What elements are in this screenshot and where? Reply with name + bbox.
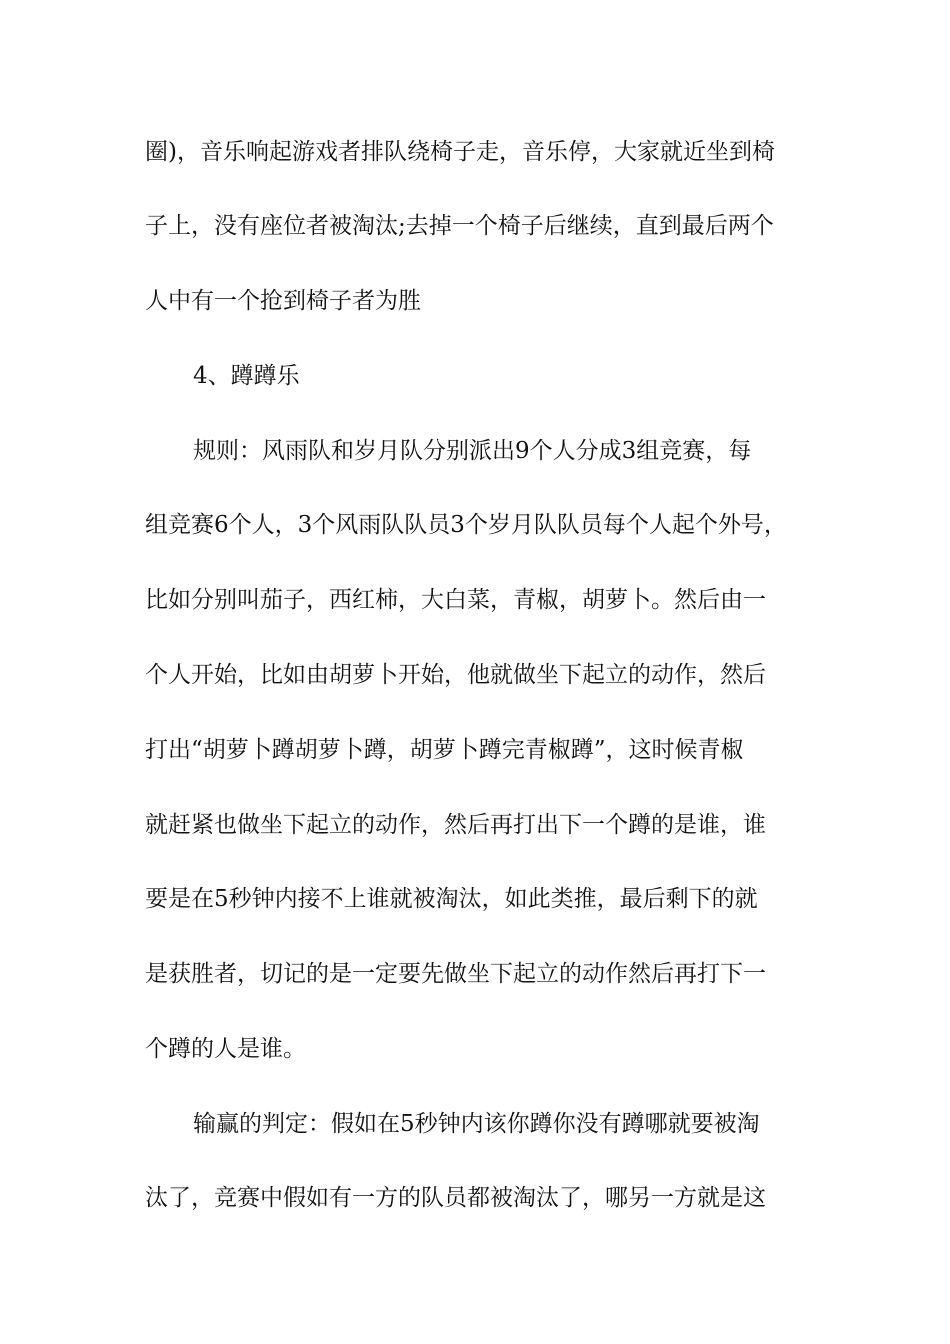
text-line: 规则：风雨队和岁月队分别派出9个人分成3组竞赛，每 <box>193 438 752 464</box>
text-line: 比如分别叫茄子，西红柿，大白菜，青椒，胡萝卜。然后由一 <box>145 587 766 613</box>
text-line: 子上，没有座位者被淘汰;去掉一个椅子后继续，直到最后两个 <box>145 213 774 239</box>
text-line: 打出“胡萝卜蹲胡萝卜蹲，胡萝卜蹲完青椒蹲”，这时候青椒 <box>145 737 744 763</box>
section-heading: 4、蹲蹲乐 <box>193 363 300 389</box>
text-line: 组竞赛6个人，3个风雨队队员3个岁月队队员每个人起个外号， <box>145 512 787 538</box>
text-line: 要是在5秒钟内接不上谁就被淘汰，如此类推，最后剩下的就 <box>145 886 758 912</box>
text-line: 人中有一个抢到椅子者为胜 <box>145 288 421 314</box>
text-line: 圈)，音乐响起游戏者排队绕椅子走，音乐停，大家就近坐到椅 <box>145 139 775 165</box>
text-line: 汰了，竞赛中假如有一方的队员都被淘汰了，哪另一方就是这 <box>145 1185 766 1211</box>
text-line: 就赶紧也做坐下起立的动作，然后再打出下一个蹲的是谁，谁 <box>145 812 766 838</box>
text-line: 是获胜者，切记的是一定要先做坐下起立的动作然后再打下一 <box>145 961 766 987</box>
text-line: 输赢的判定：假如在5秒钟内该你蹲你没有蹲哪就要被淘 <box>193 1111 760 1137</box>
text-line: 个人开始，比如由胡萝卜开始，他就做坐下起立的动作，然后 <box>145 662 766 688</box>
text-line: 个蹲的人是谁。 <box>145 1036 306 1062</box>
